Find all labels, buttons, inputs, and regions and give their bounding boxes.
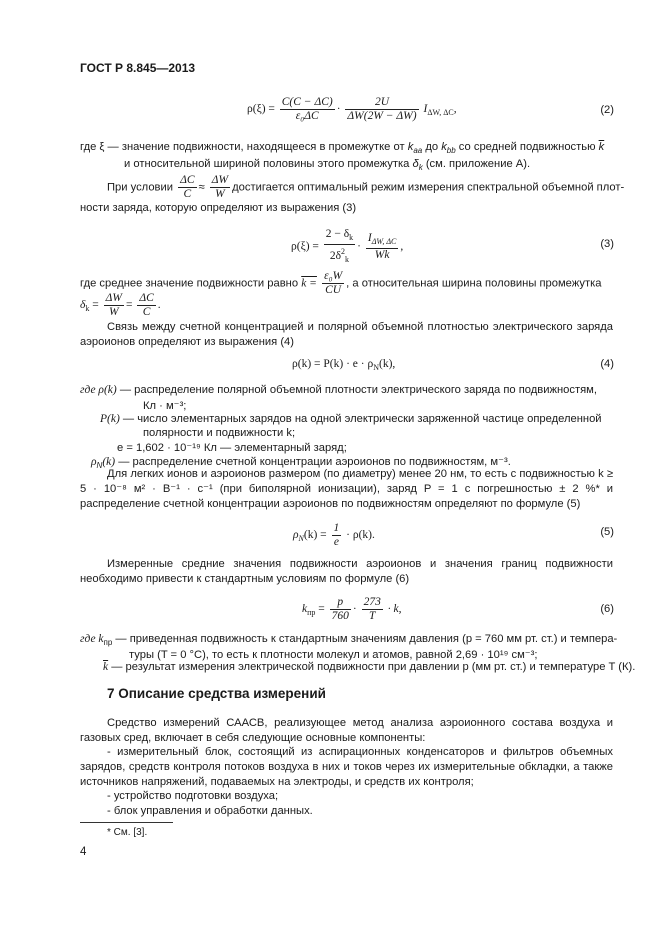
footnote: * См. [3].: [107, 827, 148, 838]
equation-4-number: (4): [600, 358, 614, 370]
footnote-divider: [80, 822, 173, 823]
light-ions-paragraph: Для легких ионов и аэроионов размером (по диаметру) менее 20 нм, то есть с подвижностью k ≥ 5 · 10⁻⁸ м² · В⁻¹ · с⁻¹ (при биполярной ионизации), заряд P = 1 с погрешностью ± 2 %* и распределение счетной концентрации аэроионов по подвижностям определяют по формуле (5): [80, 468, 613, 510]
xi-definition-line1: где ξ — значение подвижности, находящееся в промежутке от $k_{aa}$ до $k_{bb}$ со средней подвижностью $\overline{k}$: [80, 141, 605, 155]
equation-2-number: (2): [600, 104, 614, 116]
rho-unit: Кл · м⁻³;: [143, 400, 187, 412]
bullet-measuring-unit: - измерительный блок, состоящий из аспирационных конденсаторов и фильтров объемных зарядов, средств контроля потоков воздуха в них и токов через их измерительные обкладки, а также источников напряжений, подаваемых на электроды, и средств их контроля;: [80, 746, 613, 788]
condition-line: При условии $\frac{\Delta C}{C}$ ≈ $\frac{\Delta W}{W}$ достигается оптимальный режим измерения спектральной объемной плот-: [107, 174, 625, 200]
kbar-definition: $\overline{k}$ — результат измерения электрической подвижности при давлении p (мм рт. ст.) и температуре T (К).: [103, 661, 636, 673]
bullet-air-prep: - устройство подготовки воздуха;: [107, 790, 279, 802]
p-definition-line2: полярности и подвижности k;: [143, 427, 296, 439]
condition-line2: ности заряда, которую определяют из выражения (3): [80, 202, 357, 214]
section-7-title: 7 Описание средства измерений: [107, 686, 326, 701]
p-definition: P(k) — число элементарных зарядов на одной электрически заряженной частице определенной: [100, 413, 602, 425]
document-header: ГОСТ Р 8.845—2013: [80, 61, 196, 75]
relation-paragraph: Связь между счетной концентрацией и полярной объемной плотностью электрического заряда аэроионов определяют из выражения (4): [80, 321, 613, 348]
kpr-definition: где $k_{пр}$ — приведенная подвижность к стандартным значениям давления (p = 760 мм рт. ст.) и темпера-: [80, 633, 618, 647]
bullet-control-unit: - блок управления и обработки данных.: [107, 805, 313, 817]
equation-6-number: (6): [600, 603, 614, 615]
delta-definition: $\delta_k$ = $\frac{\Delta W}{W}$ = $\frac{\Delta C}{C}$ .: [80, 292, 161, 318]
rhoN-definition: $\rho_N(k)$ — распределение счетной концентрации аэроионов по подвижностям, м⁻³.: [91, 456, 511, 470]
equation-3-number: (3): [600, 238, 614, 250]
equation-4: $\rho(k) = P(k) \cdot e \cdot \rho_N(k)$,: [292, 358, 396, 372]
page-number: 4: [80, 846, 87, 858]
kpr-definition-line2: туры (T = 0 °C), то есть к плотности молекул и атомов, равной 2,69 · 10¹⁹ см⁻³;: [129, 649, 538, 661]
equation-5: $\rho_N(k)$ = $\frac{1}{e}$ · ρ(k).: [293, 522, 375, 548]
xi-definition-line2: и относительной шириной половины этого промежутка $\delta_k$ (см. приложение А).: [124, 158, 531, 172]
mean-mobility-line: где среднее значение подвижности равно k = $\frac{\text{ε₀W}}{CU}$ , а относительная ширина половины промежутка: [80, 270, 602, 296]
measured-paragraph: Измеренные средние значения подвижности аэроионов и значения границ подвижности необходимо привести к стандартным условиям по формуле (6): [80, 558, 613, 585]
equation-5-number: (5): [600, 526, 614, 538]
equation-3: ρ(ξ) = $\frac{2 - \delta_k}{2\delta^2_k}$ · $\frac{I_{\Delta W, \Delta C}}{Wk}$ ,: [291, 228, 404, 264]
equation-2: ρ(ξ) = $\frac{C(C - \Delta C)}{\text{ε₀ΔC}}$ · $\frac{2U}{\Delta W(2W - \Delta W)}$ $I_{\Delta W, \Delta C}$,: [247, 96, 457, 122]
equation-6: $k_{пр}$ = $\frac{p}{760}$ · $\frac{273}{T}$ · k,: [302, 596, 402, 622]
section-7-paragraph: Средство измерений СААСВ, реализующее метод анализа аэроионного состава воздуха и газовых сред, включает в себя следующие основные компоненты:: [80, 717, 613, 744]
rho-definition: где ρ(k) — распределение полярной объемной плотности электрического заряда по подвижностям,: [80, 384, 597, 396]
e-definition: e = 1,602 · 10⁻¹⁹ Кл — элементарный заряд;: [117, 442, 347, 454]
